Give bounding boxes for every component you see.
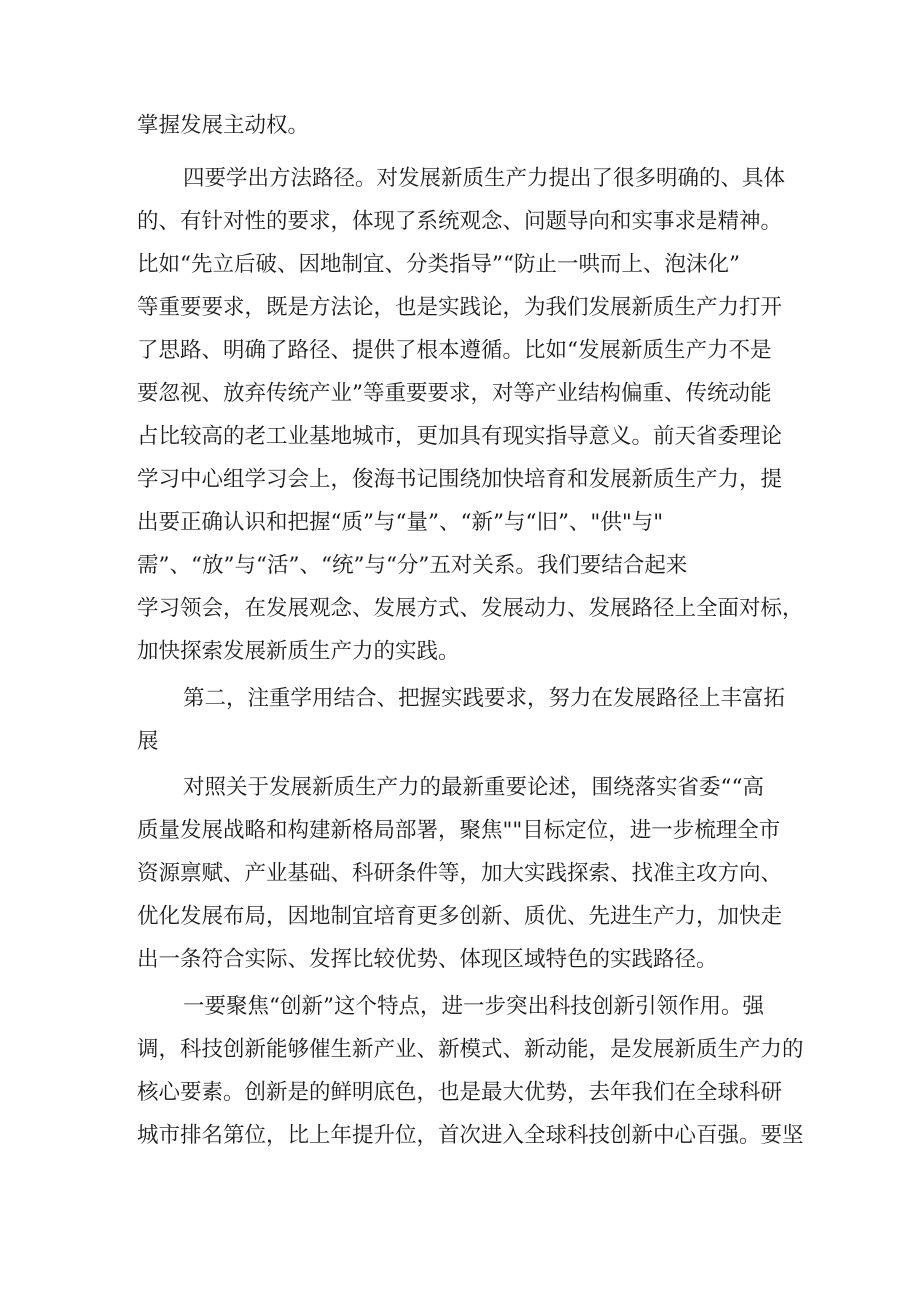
text-line: 的、有针对性的要求，体现了系统观念、问题导向和实事求是精神。 bbox=[137, 209, 783, 234]
text-line: 加快探索发展新质生产力的实践。 bbox=[137, 639, 460, 664]
text-line: 出要正确认识和把握“质”与“量”、“新”与“旧”、"供"与" bbox=[137, 510, 664, 535]
text-line: 对照关于发展新质生产力的最新重要论述，围绕落实省委““高 bbox=[183, 775, 764, 800]
text-line: 核心要素。创新是的鲜明底色，也是最大优势，去年我们在全球科研 bbox=[137, 1080, 783, 1105]
text-line: 出一条符合实际、发挥比较优势、体现区域特色的实践路径。 bbox=[137, 947, 718, 972]
text-line: 质量发展战略和构建新格局部署，聚焦""目标定位，进一步梳理全市 bbox=[137, 818, 781, 843]
text-line: 城市排名第位，比上年提升位，首次进入全球科技创新中心百强。要坚 bbox=[137, 1123, 804, 1148]
text-line: 掌握发展主动权。 bbox=[137, 113, 310, 138]
text-line: 学习中心组学习会上，俊海书记围绕加快培育和发展新质生产力，提 bbox=[137, 467, 783, 492]
text-line: 资源禀赋、产业基础、科研条件等，加大实践探索、找准主攻方向、 bbox=[137, 861, 783, 886]
text-line: 占比较高的老工业基地城市，更加具有现实指导意义。前天省委理论 bbox=[137, 424, 783, 449]
text-line: 需”、“放”与“活”、“统”与“分”五对关系。我们要结合起来 bbox=[137, 553, 688, 578]
text-line: 等重要要求，既是方法论，也是实践论，为我们发展新质生产力打开 bbox=[137, 295, 783, 320]
section-heading: 展 bbox=[137, 729, 159, 754]
text-line: 了思路、明确了路径、提供了根本遵循。比如“发展新质生产力不是 bbox=[137, 338, 772, 363]
text-line: 四要学出方法路径。对发展新质生产力提出了很多明确的、具体 bbox=[183, 166, 786, 191]
text-line: 学习领会，在发展观念、发展方式、发展动力、发展路径上全面对标， bbox=[137, 596, 804, 621]
text-line: 调，科技创新能够催生新产业、新模式、新动能，是发展新质生产力的 bbox=[137, 1037, 804, 1062]
text-line: 优化发展布局，因地制宜培育更多创新、质优、先进生产力，加快走 bbox=[137, 904, 783, 929]
text-line: 一要聚焦“创新”这个特点，进一步突出科技创新引领作用。强 bbox=[183, 994, 764, 1019]
text-line: 要忽视、放弃传统产业”等重要要求，对等产业结构偏重、传统动能 bbox=[137, 381, 772, 406]
text-line: 比如“先立后破、因地制宜、分类指导”“防止一哄而上、泡沫化” bbox=[137, 252, 740, 277]
section-heading: 第二，注重学用结合、把握实践要求，努力在发展路径上丰富拓 bbox=[183, 686, 786, 711]
